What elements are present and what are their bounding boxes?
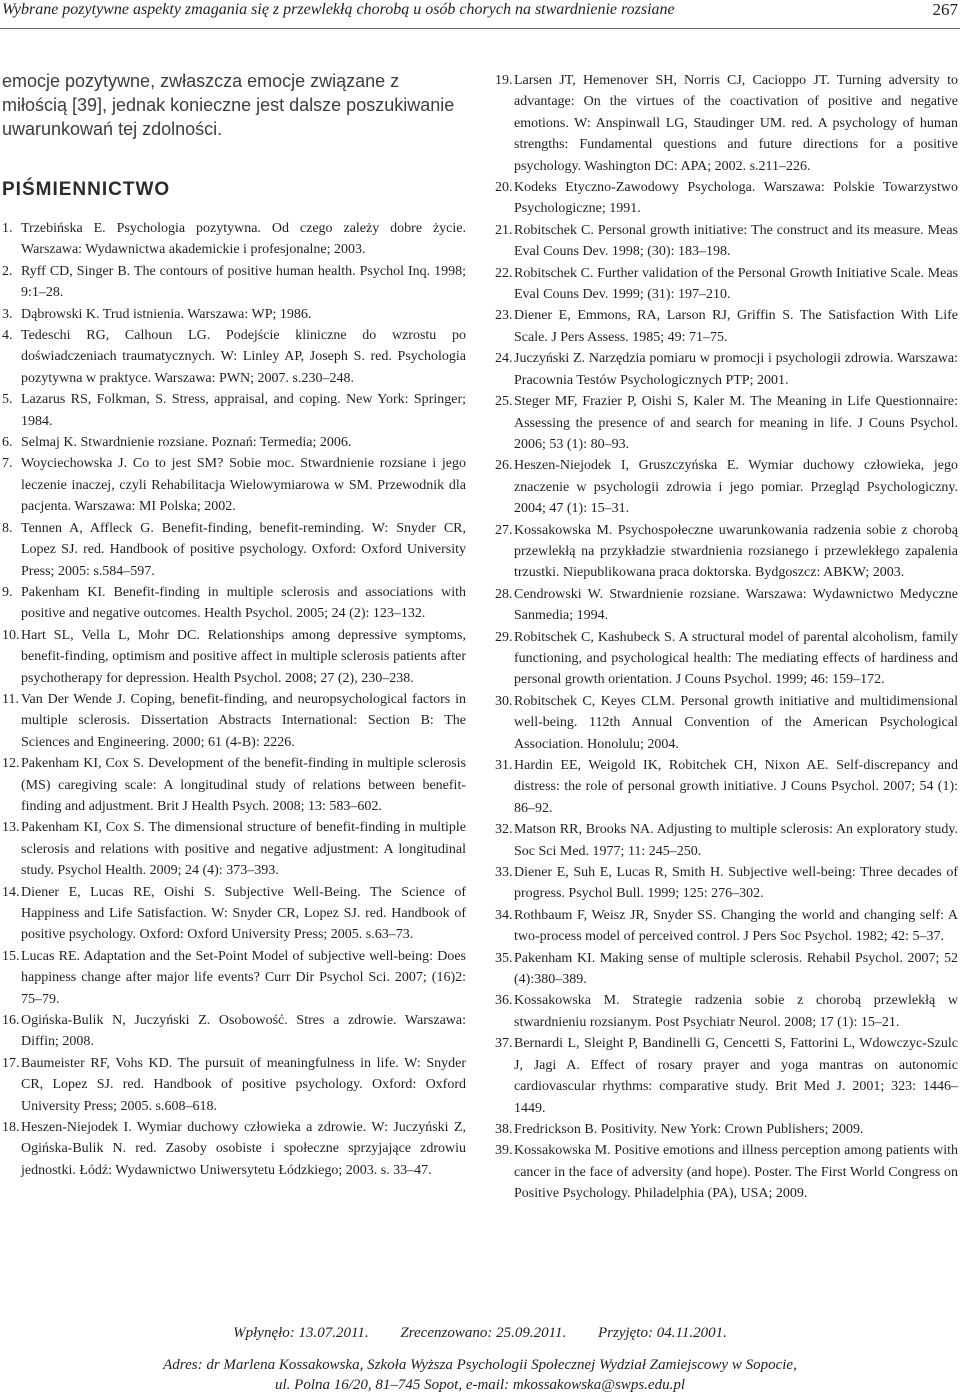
reference-item <box>495 391 958 455</box>
reference-text: Trzebińska E. Psychologia pozytywna. Od czego zależy dobre życie. Warszawa: Wydawnictwa akademickie i profesjonalne; 2003. <box>21 221 466 258</box>
reference-number: 10. <box>2 627 20 643</box>
reference-text: Matson RR, Brooks NA. Adjusting to multiple sclerosis: An exploratory study. Soc Sci Med. 1977; 11: 245–250. <box>514 822 958 859</box>
reference-item <box>2 582 466 625</box>
reference-text: Robitschek C, Keyes CLM. Personal growth initiative and multidimensional well-being. 112th Annual Convention of the American Psychological Association. Honolulu; 2004. <box>514 693 958 752</box>
submission-dates <box>0 1323 960 1343</box>
address-line-2: ul. Polna 16/20, 81–745 Sopot, e-mail: mkossakowska@swps.edu.pl <box>274 1377 686 1393</box>
reference-text: Larsen JT, Hemenover SH, Norris CJ, Cacioppo JT. Turning adversity to advantage: On the virtues of the coactivation of positive and negative emotions. W: Anspinwall LG, Staudinger UM. red. A psychology of human strengths: Fundamental questions and future directions for a positive psychology. Washington DC: APA; 2002. s.211–226. <box>514 73 958 174</box>
reference-item <box>495 348 958 391</box>
reference-item <box>495 755 958 819</box>
reference-text: Diener E, Suh E, Lucas R, Smith H. Subjective well-being: Three decades of progress. Psychol Bull. 1999; 125: 276–302. <box>514 865 958 902</box>
reference-text: Ryff CD, Singer B. The contours of positive human health. Psychol Inq. 1998; 9:1–28. <box>21 263 466 301</box>
reference-number: 27. <box>495 522 513 538</box>
reference-text: Van Der Wende J. Coping, benefit-finding, and neuropsychological factors in multiple sclerosis. Dissertation Abstracts International: Section B: The Sciences and Engineering. 2000; 61 (4-B): 2226. <box>21 691 466 750</box>
reference-text: Kossakowska M. Psychospołeczne uwarunkowania radzenia sobie z chorobą przewlekłą na przykładzie stwardnienia rozsianego i przewlekłego zapalenia trzustki. Niepublikowana praca doktorska. Bydgoszcz: ABKW; 2003. <box>514 522 958 581</box>
reference-item <box>2 946 466 1010</box>
reference-text: Robitschek C. Personal growth initiative: The construct and its measure. Meas Eval Couns Dev. 1998; (30): 183–198. <box>514 222 958 260</box>
reference-number: 28. <box>495 586 513 602</box>
reference-number: 6. <box>2 435 13 451</box>
address-line-1: Adres: dr Marlena Kossakowska, Szkoła Wyższa Psychologii Społecznej Wydział Zamiejscowy w Sopocie, <box>163 1357 797 1373</box>
reference-item <box>2 518 466 582</box>
reference-number: 32. <box>495 822 513 838</box>
accepted-date: Przyjęto: 04.11.2001. <box>597 1325 727 1341</box>
reference-item <box>2 1010 466 1053</box>
reference-number: 19. <box>495 73 513 88</box>
left-column <box>2 69 466 1181</box>
reference-item <box>495 948 958 991</box>
reference-number: 34. <box>495 907 513 923</box>
reference-item <box>495 1033 958 1119</box>
reference-text: Rothbaum F, Weisz JR, Snyder SS. Changing the world and changing self: A two-process model of perceived control. J Pers Soc Psychol. 1982; 42: 5–37. <box>514 907 958 945</box>
reference-text: Pakenham KI. Benefit-finding in multiple sclerosis and associations with positive and negative outcomes. Health Psychol. 2005; 24 (2): 123–132. <box>21 584 466 622</box>
reference-item <box>495 691 958 755</box>
reference-number: 33. <box>495 865 513 881</box>
reference-number: 3. <box>2 306 13 322</box>
reference-text: Pakenham KI. Making sense of multiple sclerosis. Rehabil Psychol. 2007; 52 (4):380–389. <box>514 950 958 988</box>
reference-item <box>495 627 958 691</box>
reference-item <box>495 220 958 263</box>
reference-number: 11. <box>2 691 19 707</box>
reference-number: 23. <box>495 308 513 324</box>
reference-item <box>495 905 958 948</box>
reference-number: 17. <box>2 1055 20 1071</box>
reference-number: 37. <box>495 1036 513 1052</box>
reference-item <box>495 819 958 862</box>
reference-item <box>495 990 958 1033</box>
page-header <box>0 0 960 34</box>
reference-number: 16. <box>2 1013 20 1029</box>
reference-text: Steger MF, Frazier P, Oishi S, Kaler M. The Meaning in Life Questionnaire: Assessing the presence of and search for meaning in life. J Couns Psychol. 2006; 53 (1): 80–93. <box>514 394 958 452</box>
reference-text: Lazarus RS, Folkman, S. Stress, appraisal, and coping. New York: Springer; 1984. <box>21 392 466 429</box>
page-number: 267 <box>932 0 958 19</box>
reference-text: Pakenham KI, Cox S. The dimensional structure of benefit-finding in multiple sclerosis and relations with positive and negative adjustment: A longitudinal study. Psychol Health. 2009; 24 (4): 373–393. <box>21 820 466 879</box>
reference-text: Robitschek C. Further validation of the Personal Growth Initiative Scale. Meas Eval Couns Dev. 1999; (31): 197–210. <box>514 265 958 303</box>
reference-number: 39. <box>495 1143 513 1159</box>
reference-item <box>2 753 466 817</box>
reference-number: 8. <box>2 520 13 536</box>
reference-item <box>495 177 958 220</box>
reference-item <box>2 1117 466 1181</box>
reference-number: 22. <box>495 265 513 281</box>
running-title: Wybrane pozytywne aspekty zmagania się z przewlekłą chorobą u osób chorych na stwardnienie rozsiane <box>2 1 675 18</box>
reference-text: Kossakowska M. Positive emotions and illness perception among patients with cancer in the face of adversity (and hope). Poster. The First World Congress on Positive Psychology. Philadelphia (PA), USA; 2009. <box>514 1143 958 1202</box>
reference-item <box>2 882 466 946</box>
reference-text: Selmaj K. Stwardnienie rozsiane. Poznań: Termedia; 2006. <box>21 435 352 451</box>
reference-text: Kodeks Etyczno-Zawodowy Psychologa. Warszawa: Polskie Towarzystwo Psychologiczne; 1991. <box>514 180 958 217</box>
reference-number: 38. <box>495 1121 513 1137</box>
reference-text: Ogińska-Bulik N, Juczyński Z. Osobowość. Stres a zdrowie. Warszawa: Diffin; 2008. <box>21 1013 466 1050</box>
reference-item <box>2 218 466 261</box>
right-column <box>495 70 958 1205</box>
reference-text: Pakenham KI, Cox S. Development of the benefit-finding in multiple sclerosis (MS) caregiving scale: A longitudinal study of relations between benefit-finding and adjustment. Brit J Health Psych. 2008; 13: 583–602. <box>21 756 466 814</box>
author-address <box>0 1355 960 1395</box>
reference-item <box>2 453 466 517</box>
reference-item <box>495 305 958 348</box>
reference-item <box>2 689 466 753</box>
reference-number: 35. <box>495 950 513 966</box>
reference-text: Tennen A, Affleck G. Benefit-finding, benefit-reminding. W: Snyder CR, Lopez SJ. red. Handbook of positive psychology. Oxford: Oxford University Press; 2005: s.584–597. <box>21 520 466 579</box>
reference-number: 13. <box>2 820 20 836</box>
reference-number: 26. <box>495 458 513 474</box>
reference-number: 30. <box>495 693 513 709</box>
references-list-left <box>2 218 466 1181</box>
reference-text: Heszen-Niejodek I. Wymiar duchowy człowieka a zdrowie. W: Juczyński Z, Ogińska-Bulik N. red. Zasoby osobiste i społeczne sprzyjające zdrowiu jednostki. Łódź: Wydawnictwo Uniwersytetu Łódzkiego; 2003. s. 33–47. <box>21 1120 466 1178</box>
reference-item <box>495 1140 958 1204</box>
reference-item <box>495 263 958 306</box>
reference-number: 5. <box>2 392 13 408</box>
reference-text: Lucas RE. Adaptation and the Set-Point Model of subjective well-being: Does happiness change after major life events? Curr Dir Psychol Sci. 2007; (16)2: 75–79. <box>21 948 466 1007</box>
reference-number: 21. <box>495 222 513 238</box>
reference-number: 1. <box>2 221 13 236</box>
references-list-right <box>495 70 958 1205</box>
reference-text: Bernardi L, Sleight P, Bandinelli G, Cencetti S, Fattorini L, Wdowczyc-Szulc J, Jagi A. Effect of rosary prayer and yoga mantras on autonomic cardiovascular rhythms: comparative study. Brit Med J. 2001; 323: 1446–1449. <box>514 1036 958 1116</box>
intro-paragraph: emocje pozytywne, zwłaszcza emocje związane z miłością [39], jednak konieczne jest dalsze poszukiwanie uwarunkowań tej zdolności. <box>2 71 455 139</box>
reviewed-date: Zrecenzowano: 25.09.2011. <box>400 1325 567 1341</box>
reference-text: Fredrickson B. Positivity. New York: Crown Publishers; 2009. <box>514 1121 864 1137</box>
reference-number: 18. <box>2 1120 20 1136</box>
reference-item <box>2 1053 466 1117</box>
reference-number: 24. <box>495 351 513 367</box>
reference-number: 7. <box>2 456 13 472</box>
reference-text: Baumeister RF, Vohs KD. The pursuit of meaningfulness in life. W: Snyder CR, Lopez SJ. red. Handbook of positive psychology. Oxford: Oxford University Press; 2005. s.608–618. <box>21 1055 466 1114</box>
reference-item <box>495 520 958 584</box>
reference-number: 36. <box>495 993 513 1009</box>
reference-text: Diener E, Lucas RE, Oishi S. Subjective Well-Being. The Science of Happiness and Life Satisfaction. W: Snyder CR, Lopez SJ. red. Handbook of positive psychology. Oxford: Oxford University Press; 2005. s.63–73. <box>21 884 466 943</box>
reference-text: Tedeschi RG, Calhoun LG. Podejście kliniczne do wzrostu po doświadczeniach traumatycznych. W: Linley AP, Joseph S. red. Psychologia pozytywna w praktyce. Warszawa: PWN; 2007. s.230–248. <box>21 328 466 386</box>
reference-item <box>2 389 466 432</box>
reference-item <box>2 432 466 453</box>
reference-text: Juczyński Z. Narzędzia pomiaru w promocji i psychologii zdrowia. Warszawa: Pracownia Testów Psychologicznych PTP; 2001. <box>514 351 958 388</box>
reference-number: 31. <box>495 758 513 773</box>
reference-item <box>2 261 466 304</box>
reference-number: 14. <box>2 884 20 900</box>
reference-item <box>2 304 466 325</box>
received-date: Wpłynęło: 13.07.2011. <box>233 1325 369 1341</box>
reference-text: Robitschek C, Kashubeck S. A structural model of parental alcoholism, family functioning, and psychological health: The mediating effects of hardiness and personal growth orientation. J Couns Psychol. 1999; 46: 159–172. <box>514 629 958 688</box>
reference-item <box>495 70 958 177</box>
reference-text: Kossakowska M. Strategie radzenia sobie z chorobą przewlekłą w stwardnieniu rozsianym. Post Psychiatr Neurol. 2008; 17 (1): 15–21. <box>514 993 958 1030</box>
reference-number: 25. <box>495 394 513 410</box>
reference-item <box>495 455 958 519</box>
reference-text: Cendrowski W. Stwardnienie rozsiane. Warszawa: Wydawnictwo Medyczne Sanmedia; 1994. <box>514 586 958 624</box>
header-divider <box>0 28 960 29</box>
reference-item <box>2 625 466 689</box>
reference-text: Woyciechowska J. Co to jest SM? Sobie moc. Stwardnienie rozsiane i jego leczenie inaczej, czyli Rehabilitacja Wielowymiarowa w SM. Przewodnik dla pacjenta. Warszawa: MI Polska; 2002. <box>21 456 466 515</box>
reference-text: Hardin EE, Weigold IK, Robitchek CH, Nixon AE. Self-discrepancy and distress: the role of personal growth initiative. J Couns Psychol. 2007; 54 (1): 86–92. <box>514 758 958 816</box>
reference-item <box>2 325 466 389</box>
references-heading: PIŚMIENNICTWO <box>2 179 171 200</box>
reference-number: 9. <box>2 584 13 600</box>
reference-item <box>495 1119 958 1140</box>
reference-item <box>2 817 466 881</box>
reference-item <box>495 862 958 905</box>
reference-number: 20. <box>495 180 513 196</box>
reference-text: Hart SL, Vella L, Mohr DC. Relationships among depressive symptoms, benefit-finding, optimism and positive affect in multiple sclerosis patients after psychotherapy for depression. Health Psychol. 2008; 27 (2), 230–238. <box>21 627 466 686</box>
reference-number: 15. <box>2 948 20 964</box>
reference-number: 2. <box>2 263 13 279</box>
reference-text: Diener E, Emmons, RA, Larson RJ, Griffin S. The Satisfaction With Life Scale. J Pers Assess. 1985; 49: 71–75. <box>514 308 958 345</box>
reference-item <box>495 584 958 627</box>
reference-number: 12. <box>2 756 20 772</box>
reference-text: Heszen-Niejodek I, Gruszczyńska E. Wymiar duchowy człowieka, jego znaczenie w psychologii zdrowia i jego pomiar. Przegląd Psychologiczny. 2004; 47 (1): 15–31. <box>514 458 958 517</box>
reference-text: Dąbrowski K. Trud istnienia. Warszawa: WP; 1986. <box>21 306 312 322</box>
reference-number: 29. <box>495 629 513 645</box>
reference-number: 4. <box>2 328 13 344</box>
